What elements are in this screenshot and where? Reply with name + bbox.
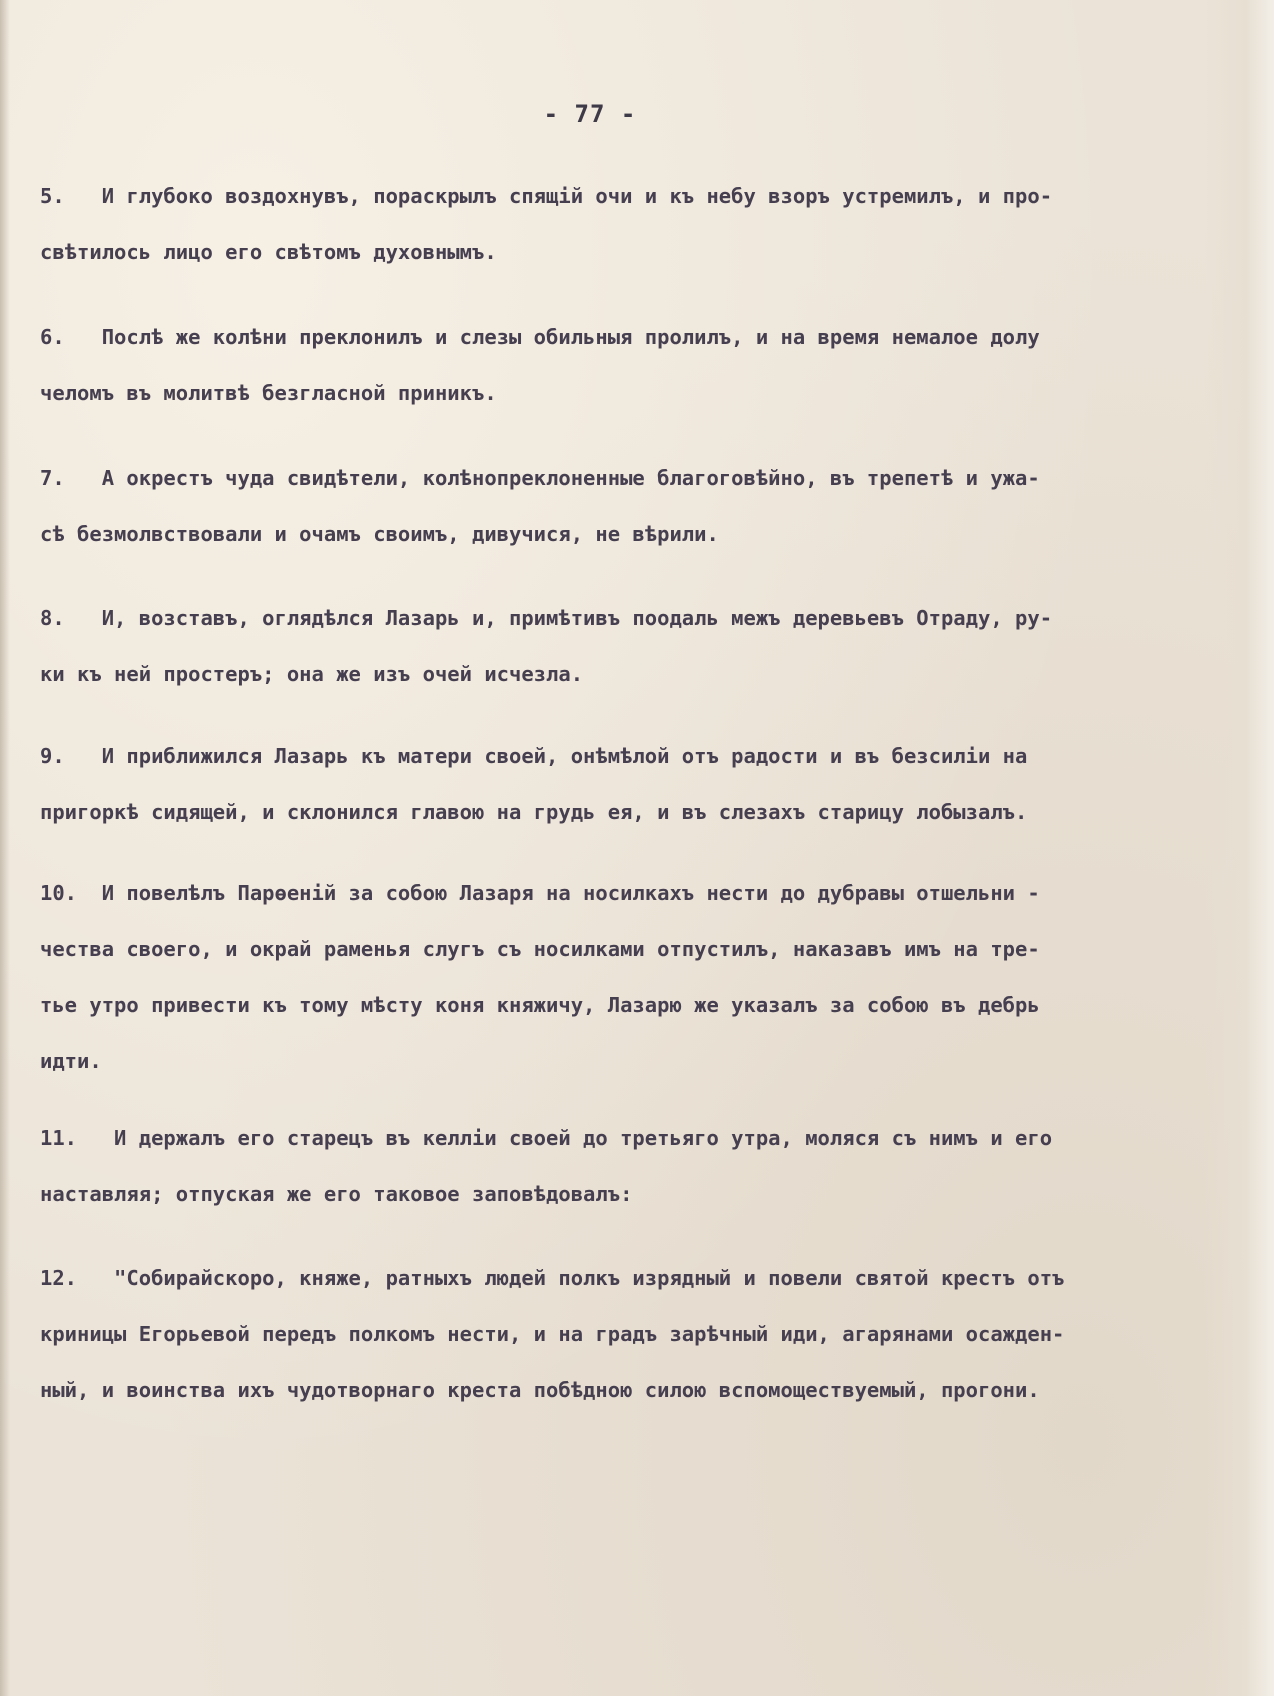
- text-line: 5. И глубоко воздохнувъ, пораскрылъ спящій очи и къ небу взоръ устремилъ, и про-: [40, 184, 1053, 208]
- text-line: идти.: [40, 1049, 102, 1073]
- paragraph-10: [40, 865, 1185, 1089]
- page-edge-right: [1204, 0, 1274, 1696]
- paragraph-9: [40, 728, 1185, 840]
- text-line: свѣтилось лицо его свѣтомъ духовнымъ.: [40, 240, 497, 264]
- text-line: чества своего, и окрай раменья слугъ съ носилками отпустилъ, наказавъ имъ на тре-: [40, 937, 1040, 961]
- text-line: ный, и воинства ихъ чудотворнаго креста побѣдною силою вспомоществуемый, прогони.: [40, 1378, 1040, 1402]
- paragraph-7: [40, 450, 1185, 562]
- paragraph-6: [40, 309, 1185, 421]
- text-line: пригоркѣ сидящей, и склонился главою на грудь ея, и въ слезахъ старицу лобызалъ.: [40, 800, 1028, 824]
- text-line: криницы Егорьевой передъ полкомъ нести, и на градъ зарѣчный иди, агарянами осажден-: [40, 1322, 1065, 1346]
- text-line: наставляя; отпуская же его таковое заповѣдовалъ:: [40, 1182, 633, 1206]
- page-number: - 77 -: [543, 100, 637, 128]
- text-line: 8. И, возставъ, оглядѣлся Лазарь и, примѣтивъ поодаль межъ деревьевъ Отраду, ру-: [40, 606, 1053, 630]
- text-line: челомъ въ молитвѣ безгласной приникъ.: [40, 381, 497, 405]
- text-line: 6. Послѣ же колѣни преклонилъ и слезы обильныя пролилъ, и на время немалое долу: [40, 325, 1040, 349]
- paragraph-8: [40, 590, 1185, 702]
- text-line: 11. И держалъ его старецъ въ келліи своей до третьяго утра, моляся съ нимъ и его: [40, 1126, 1053, 1150]
- text-line: 12. "Собирайскоро, княже, ратныхъ людей полкъ изрядный и повели святой крестъ отъ: [40, 1266, 1065, 1290]
- text-line: ки къ ней простеръ; она же изъ очей исчезла.: [40, 662, 584, 686]
- paragraph-5: [40, 168, 1185, 280]
- text-line: 10. И повелѣлъ Парѳеній за собою Лазаря на носилкахъ нести до дубравы отшельни -: [40, 881, 1040, 905]
- paragraph-12: [40, 1250, 1185, 1418]
- paragraph-11: [40, 1110, 1185, 1222]
- page-edge-shadow: [0, 0, 10, 1696]
- text-line: сѣ безмолвствовали и очамъ своимъ, дивучися, не вѣрили.: [40, 522, 719, 546]
- text-line: 7. А окрестъ чуда свидѣтели, колѣнопреклоненные благоговѣйно, въ трепетѣ и ужа-: [40, 466, 1040, 490]
- text-line: 9. И приближился Лазарь къ матери своей, онѣмѣлой отъ радости и въ безсиліи на: [40, 744, 1028, 768]
- text-line: тье утро привести къ тому мѣсту коня княжичу, Лазарю же указалъ за собою въ дебрь: [40, 993, 1040, 1017]
